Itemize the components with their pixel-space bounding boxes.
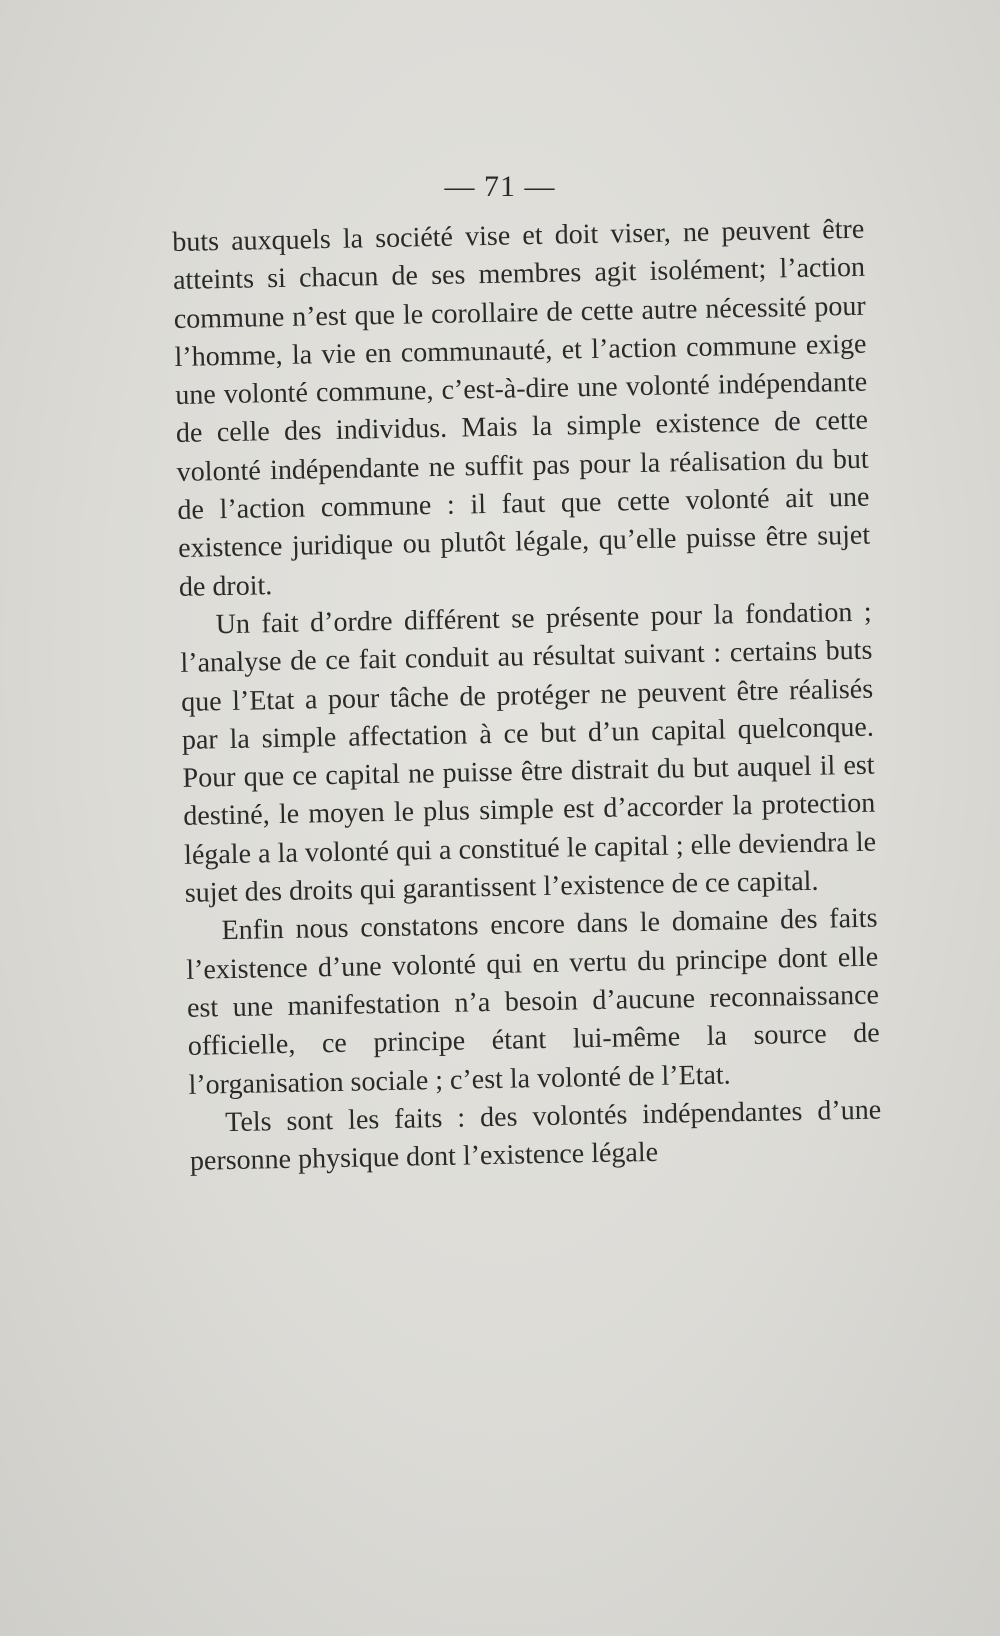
paragraph-3: Enfin nous constatons encore dans le domaine des faits l’existence d’une volonté qui en vertu du principe dont elle est une manifestation n’a besoin d’aucune reconnaissance officielle, ce principe étant lui-même la source de l’organisation sociale ; c’est la volonté de l’Etat. bbox=[186, 902, 880, 1101]
paragraph-2: Un fait d’ordre différent se présente pour la fondation ; l’analyse de ce fait conduit au résultat suivant : certains buts que l’Etat a pour tâche de protéger ne peuvent être réalisés par la simple affectation à ce but d’un capital quelconque. Pour que ce capital ne puisse être distrait du but auquel il est destiné, le moyen le plus simple est d’accorder la protection légale a la volonté qui a constitué le capital ; elle deviendra le sujet des droits qui garantissent l’existence de ce capital. bbox=[180, 596, 877, 909]
page-number: — 71 — bbox=[444, 170, 556, 203]
paragraph-4: Tels sont les faits : des volontés indépendantes d’une personne physique dont l’existence légale bbox=[189, 1094, 882, 1177]
paragraph-1: buts auxquels la société vise et doit viser, ne peuvent être atteints si chacun de ses membres agit isolément; l’action commune n’est que le corollaire de cette autre nécessité pour l’homme, la vie en communauté, et l’action commune exige une volonté commune, c’est-à-dire une volonté indépendante de celle des individus. Mais la simple existence de cette volonté indépendante ne suffit pas pour la réalisation du but de l’action commune : il faut que cette volonté ait une existence juridique ou plutôt légale, qu’elle puisse être sujet de droit. bbox=[172, 213, 871, 603]
body-text bbox=[172, 211, 882, 1182]
